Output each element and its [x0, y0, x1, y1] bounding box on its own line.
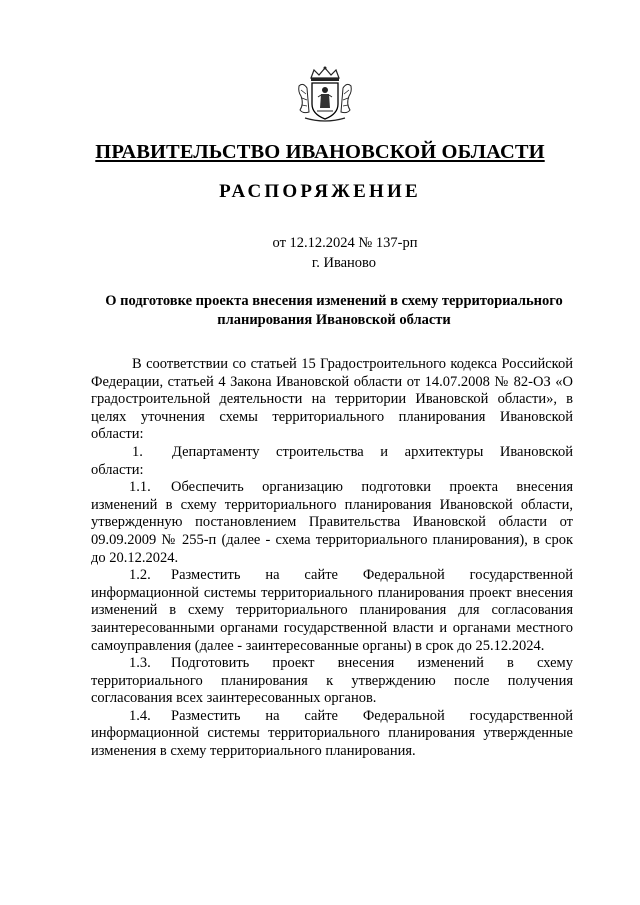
- item-1-2-text: Разместить на сайте Федеральной государственной информационной системы территориального планирования проект внесения изменений в схему территориального планирования для согласования заинтересованными органами государственной власти и органами местного самоуправления (далее - заинтересованные органы) в срок до 25.12.2024.: [91, 567, 573, 654]
- item-1-text: Департаменту строительства и архитектуры Ивановской области:: [91, 443, 573, 478]
- preamble-paragraph: В соответствии со статьей 15 Градостроительного кодекса Российской Федерации, статьей 4 Закона Ивановской области от 14.07.2008 № 82-ОЗ «О градостроительной деятельности на территории Ивановской области», в целях уточнения схемы территориального планирования Ивановской области:: [91, 356, 573, 443]
- item-1-3-text: Подготовить проект внесения изменений в схему территориального планирования к утверждению после получения согласования всех заинтересованных органов.: [91, 655, 573, 707]
- item-1-1-paragraph: [91, 479, 573, 567]
- item-1-4-number: 1.4.: [129, 707, 151, 724]
- document-date-number: от 12.12.2024 № 137-рп: [272, 235, 418, 251]
- item-1-4-paragraph: [91, 708, 573, 761]
- government-title: ПРАВИТЕЛЬСТВО ИВАНОВСКОЙ ОБЛАСТИ: [95, 141, 545, 163]
- item-1-4-text: Разместить на сайте Федеральной государственной информационной системы территориального планирования утвержденные изменения в схему территориального планирования.: [91, 707, 573, 760]
- document-city: г. Иваново: [311, 255, 377, 271]
- item-1-paragraph: [91, 444, 573, 479]
- item-1-1-text: Обеспечить организацию подготовки проекта внесения изменений в схему территориального планирования Ивановской области, утвержденную постановлением Правительства Ивановской области от 09.09.2009 № 255-п (далее - схема территориального планирования), в срок до 20.12.2024.: [91, 479, 573, 566]
- document-body: [91, 356, 573, 761]
- item-1-number: 1.: [132, 443, 143, 460]
- item-1-3-number: 1.3.: [129, 655, 151, 672]
- item-1-2-paragraph: [91, 567, 573, 655]
- item-1-1-number: 1.1.: [129, 479, 151, 496]
- document-type: РАСПОРЯЖЕНИЕ: [219, 181, 421, 202]
- item-1-2-number: 1.2.: [129, 567, 151, 584]
- document-subject: О подготовке проекта внесения изменений в схему территориального планирования Ивановской области: [105, 293, 563, 328]
- ivanovo-oblast-coat-of-arms-icon: [295, 64, 355, 124]
- item-1-3-paragraph: [91, 655, 573, 708]
